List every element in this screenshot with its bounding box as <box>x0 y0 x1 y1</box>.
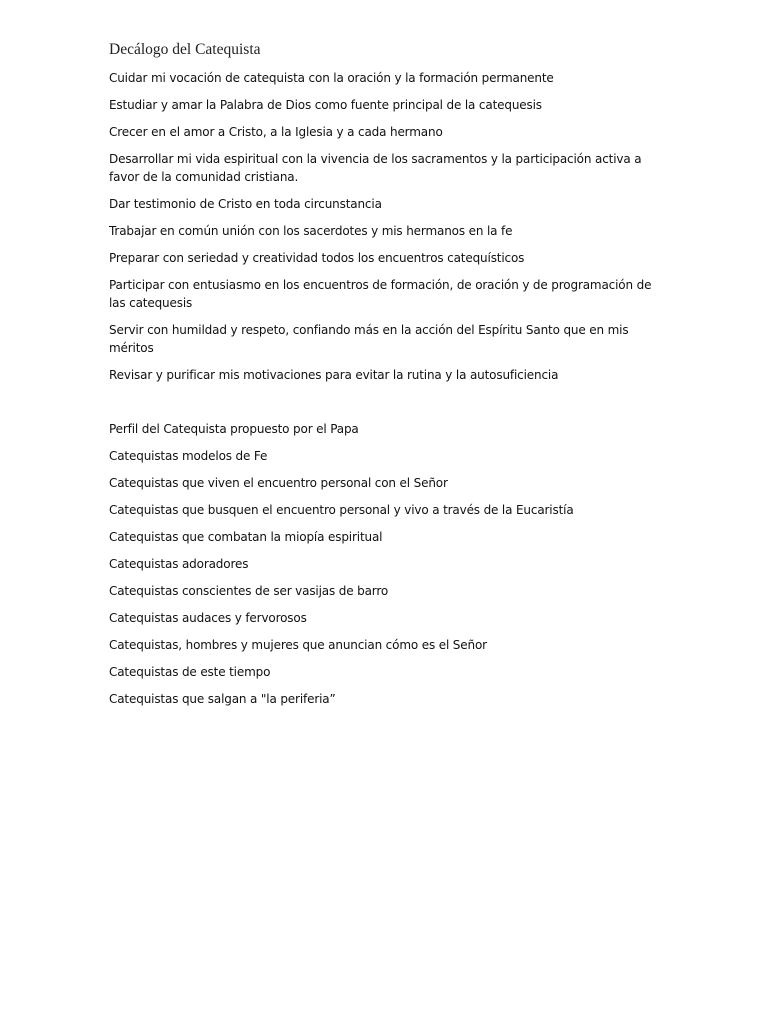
decalogo-item: Revisar y purificar mis motivaciones para evitar la rutina y la autosuficiencia <box>109 368 559 382</box>
perfil-item: Catequistas que combatan la miopía espiritual <box>109 530 383 544</box>
decalogo-title: Decálogo del Catequista <box>109 41 261 58</box>
perfil-item: Catequistas conscientes de ser vasijas de barro <box>109 584 389 598</box>
decalogo-item: Trabajar en común unión con los sacerdotes y mis hermanos en la fe <box>109 224 513 238</box>
perfil-item: Catequistas, hombres y mujeres que anuncian cómo es el Señor <box>109 638 487 652</box>
perfil-item: Catequistas que viven el encuentro personal con el Señor <box>109 476 448 490</box>
decalogo-item: Preparar con seriedad y creatividad todos los encuentros catequísticos <box>109 251 525 265</box>
perfil-item: Catequistas de este tiempo <box>109 665 271 679</box>
decalogo-item: Desarrollar mi vida espiritual con la vivencia de los sacramentos y la participación activa a favor de la comunidad cristiana. <box>109 152 642 184</box>
decalogo-item: Dar testimonio de Cristo en toda circunstancia <box>109 197 382 211</box>
perfil-title: Perfil del Catequista propuesto por el Papa <box>109 422 359 436</box>
perfil-item: Catequistas adoradores <box>109 557 249 571</box>
section-spacer <box>109 393 669 420</box>
decalogo-item: Estudiar y amar la Palabra de Dios como fuente principal de la catequesis <box>109 98 542 112</box>
perfil-item: Catequistas que salgan a "la periferia” <box>109 692 336 706</box>
perfil-item: Catequistas modelos de Fe <box>109 449 268 463</box>
document-page <box>109 40 669 717</box>
decalogo-item: Cuidar mi vocación de catequista con la oración y la formación permanente <box>109 71 554 85</box>
decalogo-item: Participar con entusiasmo en los encuentros de formación, de oración y de programación de las catequesis <box>109 278 652 310</box>
perfil-item: Catequistas audaces y fervorosos <box>109 611 307 625</box>
decalogo-item: Crecer en el amor a Cristo, a la Iglesia y a cada hermano <box>109 125 443 139</box>
decalogo-item: Servir con humildad y respeto, confiando más en la acción del Espíritu Santo que en mis méritos <box>109 323 629 355</box>
perfil-item: Catequistas que busquen el encuentro personal y vivo a través de la Eucaristía <box>109 503 574 517</box>
